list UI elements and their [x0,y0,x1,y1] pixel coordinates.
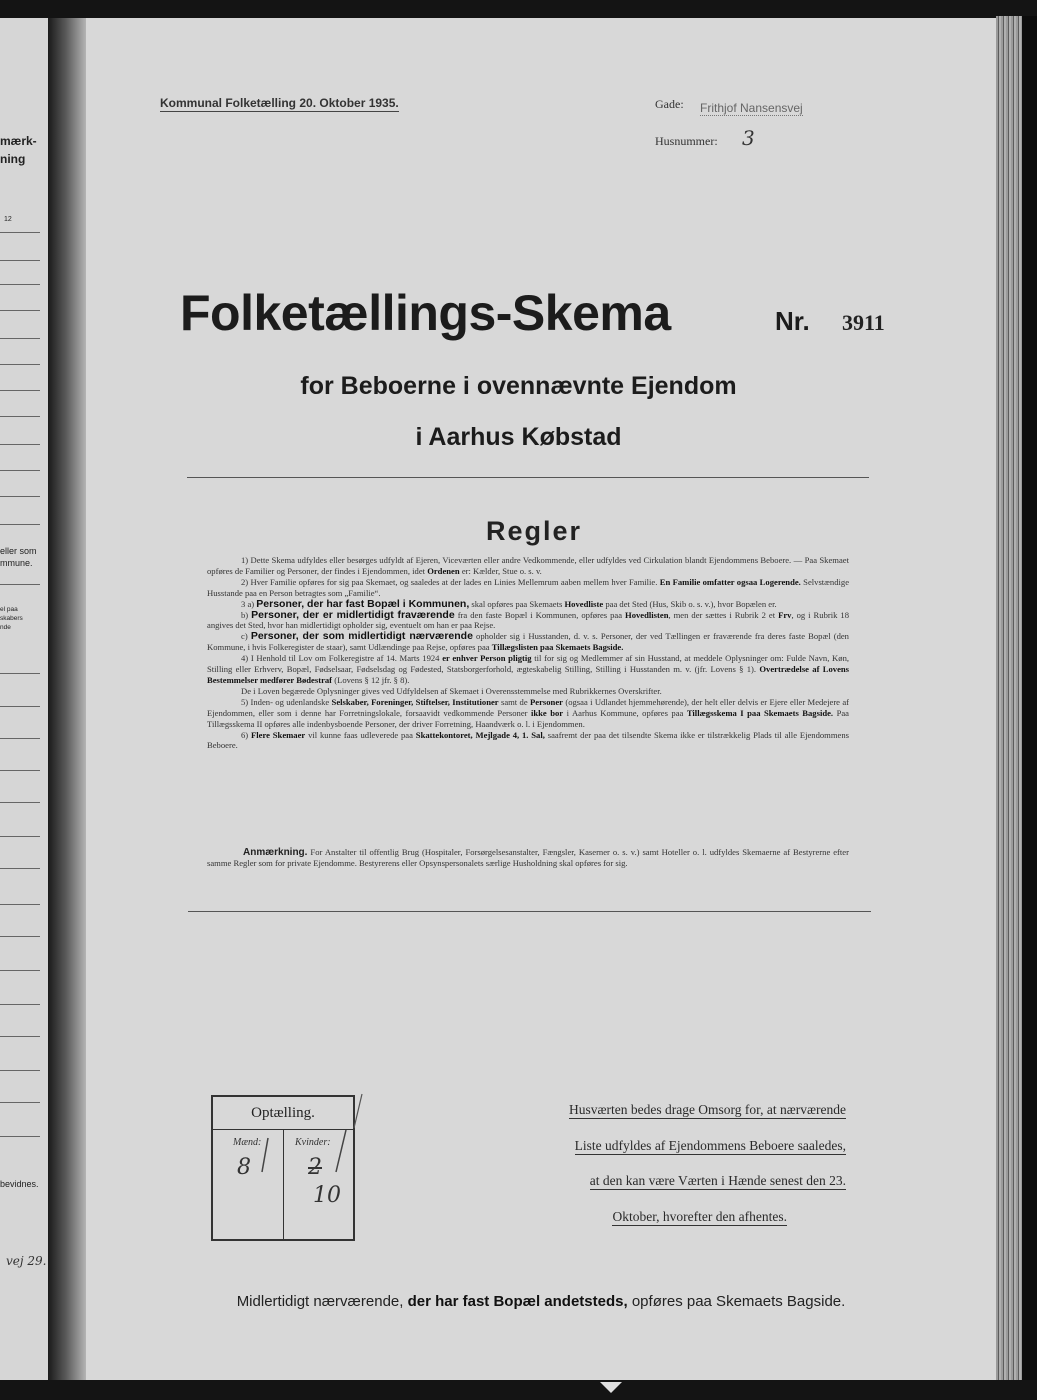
form-number: 3911 [842,310,885,335]
book-gutter [48,18,88,1380]
form-subtitle-city: i Aarhus Købstad [415,423,622,451]
rule-3c: c) Personer, der som midlertidigt nærværende opholder sig i Husstanden, d. v. s. Personer, der ved Tællingen er fraværende fra deres faste Bopæl (den Kommune, i hvis Folkeregister de staar), samt Udlændinge paa Rejse, opføres paa Tillægslisten paa Skemaets Bagside. [207,630,849,653]
rule-5: 5) Inden- og udenlandske Selskaber, Foreninger, Stiftelser, Institutioner samt de Personer (ogsaa i Udlandet hjemmehørende), der helt eller delvis er Ejere eller Medejere af Ejendommen, eller som i denne har Forretningslokale, forsaavidt vedkommende Personer ikke bor i Aarhus Kommune, opføres paa Tillægsskema I paa Skemaets Bagside. Paa Tillægsskema II opføres alle indenbysboende Personer, der driver Forretning, Haandværk o. l. i Ejendommen. [207,696,850,729]
kvinder-count: 2 [308,1155,322,1180]
rule-3a: 3 a) Personer, der har fast Bopæl i Kommunen, skal opføres paa Skemaets Hovedliste paa det Sted (Hus, Skib o. s. v.), hvor Bopælen er. [241,597,777,610]
divider [187,477,869,478]
gade-value: Frithjof Nansensvej [700,101,803,115]
margin-fragment: skabers [0,615,23,622]
husnummer-value: 3 [742,126,755,150]
gade-label: Gade: [655,97,684,111]
notice-line: Husværten bedes drage Omsorg for, at nærværende [568,1102,846,1117]
kvinder-label: Kvinder: [295,1137,331,1148]
footer-note: Midlertidigt nærværende, der har fast Bopæl andetsteds, opføres paa Skemaets Bagside. [236,1293,846,1310]
notice-line: at den kan være Værten i Hænde senest den 23. [589,1173,846,1188]
rules-text [207,555,849,751]
census-header: Kommunal Folketælling 20. Oktober 1935. [160,96,399,110]
rule-3b: b) Personer, der er midlertidigt fraværende fra den faste Bopæl i Kommunen, opføres paa Hovedlisten, men der sættes i Rubrik 2 et Frv, og i Rubrik 18 angives det Sted, hvor han midlertidigt opholder sig, eventuelt om han er paa Rejse. [207,608,850,631]
rules-heading: Regler [485,516,583,546]
margin-fragment: ning [0,152,26,166]
notice-line: Liste udfyldes af Ejendommens Beboere saaledes, [574,1138,846,1153]
count-title: Optælling. [251,1105,315,1121]
adjacent-page-strip [0,18,48,1380]
form-title: Folketællings-Skema [180,285,671,341]
rule-1: 1) Dette Skema udfyldes eller besørges udfyldt af Ejeren, Viceværten eller andre Vedkommende, eller udfyldes ved Cirkulation blandt Ejendommens Beboere. — Paa Skemaet opføres de Familier og Personer, der findes i Ejendommen, idet Ordenen er: Kælder, Stue o. s. v. [207,555,849,576]
pencil-check-marks [250,1090,370,1190]
page-stack-edge [996,16,1022,1380]
kvinder-count-corrected: 10 [313,1183,341,1208]
maend-label: Mænd: [233,1137,262,1148]
form-number-label: Nr. [775,306,810,336]
margin-fragment: mmune. [0,558,33,568]
scan-border [1022,16,1037,1380]
notice-line: Oktober, hvorefter den afhentes. [612,1209,787,1224]
next-page-arrow-icon[interactable] [600,1382,622,1393]
husnummer-label: Husnummer: [655,134,718,148]
margin-fragment: eller som [0,546,37,556]
margin-fragment: 12 [4,216,12,223]
anmaerkning-text: For Anstalter til offentlig Brug (Hospitaler, Forsørgelsesanstalter, Fængsler, Kaserner o. s. v.) samt Hoteller o. l. udfyldes Skemaerne af Bestyrerne efter samme Regler som for private Ejendomme. Bestyrerens eller Opsynspersonalets særlige Husholdning skal opføres for sig. [207,847,849,868]
rule-4b: De i Loven begærede Oplysninger gives ved Udfyldelsen af Skemaet i Overensstemmelse med Rubrikkernes Overskrifter. [241,685,662,696]
rule-4: 4) I Henhold til Lov om Folkeregistre af 14. Marts 1924 er enhver Person pligtig til for sig og Medlemmer af sin Husstand, at meddele Oplysninger om: Fulde Navn, Køn, Stilling eller Erhverv, Bopæl, Fødselsaar, Fødselsdag og Fødested, Statsborgerforhold, ægteskabelig Stilling, Stilling i Husstanden m. v. (jfr. Lovens § 1). Overtrædelse af Lovens Bestemmelser medfører Bødestraf (Lovens § 12 jfr. § 8). [207,653,850,685]
rule-2: 2) Hver Familie opføres for sig paa Skemaet, og saaledes at der lades en Linies Mellemrum aaben mellem hver Familie. En Familie omfatter ogsaa Logerende. Selvstændige Husstande paa en Person betragtes som „Familie“. [207,576,850,598]
anmaerkning-label: Anmærkning. [243,847,308,858]
divider [188,911,871,912]
anmaerkning [207,847,849,869]
rule-6: 6) Flere Skemaer vil kunne faas udleverede paa Skattekontoret, Mejlgade 4, 1. Sal, saafremt der paa det tilsendte Skema ikke er tilstrækkelig Plads til alle Ejendommens Beboere. [207,729,850,751]
margin-fragment: bevidnes. [0,1179,39,1189]
margin-handwriting: vej 29. [6,1254,47,1268]
form-subtitle: for Beboerne i ovennævnte Ejendom [300,372,737,400]
margin-fragment: mærk- [0,134,37,148]
margin-fragment: el paa [0,606,18,613]
maend-count: 8 [237,1155,251,1180]
margin-fragment: nde [0,624,11,631]
